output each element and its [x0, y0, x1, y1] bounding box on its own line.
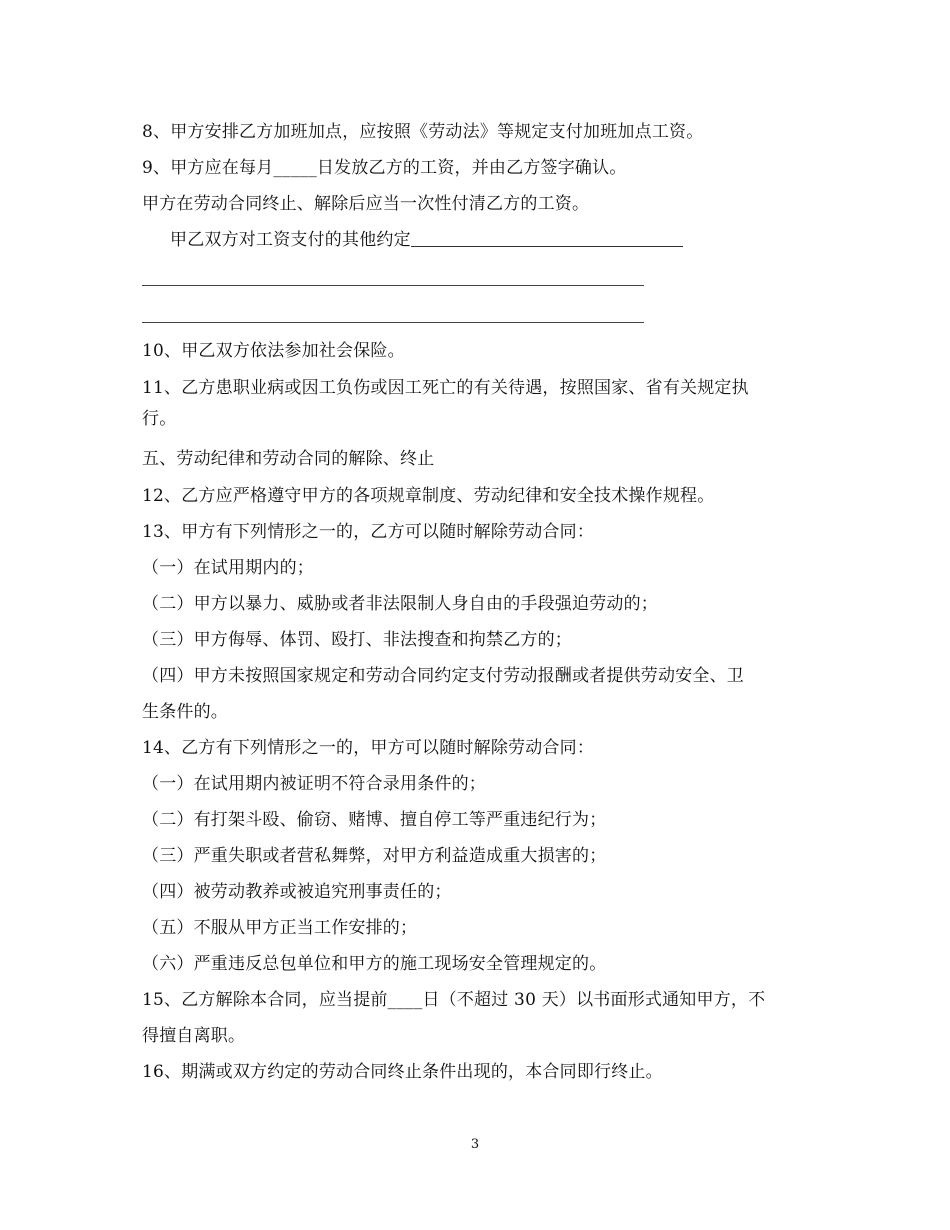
clause-13-item-1: （一）在试用期内的；: [142, 558, 314, 578]
clause-11: 11、乙方患职业病或因工负伤或因工死亡的有关待遇，按照国家、省有关规定执: [142, 378, 749, 398]
clause-13-item-2: （二）甲方以暴力、威胁或者非法限制人身自由的手段强迫劳动的；: [142, 594, 658, 614]
clause-13: 13、甲方有下列情形之一的，乙方可以随时解除劳动合同：: [142, 522, 595, 542]
fill-in-rule-1: [142, 285, 644, 286]
page-number: 3: [470, 1137, 480, 1152]
clause-9-continued: 甲方在劳动合同终止、解除后应当一次性付清乙方的工资。: [142, 194, 590, 214]
clause-14-item-3: （三）严重失职或者营私舞弊，对甲方利益造成重大损害的；: [142, 846, 607, 866]
clause-14-item-5: （五）不服从甲方正当工作安排的；: [142, 918, 418, 938]
clause-15-continued: 得擅自离职。: [142, 1026, 246, 1046]
clause-15-text-a: 15、乙方解除本合同，应当提前: [142, 990, 388, 1010]
clause-15: [142, 989, 765, 1011]
clause-8: 8、甲方安排乙方加班加点，应按照《劳动法》等规定支付加班加点工资。: [142, 122, 704, 142]
clause-10: 10、甲乙双方依法参加社会保险。: [142, 341, 405, 361]
fill-in-rule-2: [142, 322, 644, 323]
clause-9-text-a: 9、甲方应在每月: [142, 158, 274, 178]
clause-13-item-4: （四）甲方未按照国家规定和劳动合同约定支付劳动报酬或者提供劳动安全、卫: [142, 666, 744, 686]
clause-13-item-4-continued: 生条件的。: [142, 702, 228, 722]
clause-14-item-6: （六）严重违反总包单位和甲方的施工现场安全管理规定的。: [142, 954, 607, 974]
clause-16: 16、期满或双方约定的劳动合同终止条件出现的，本合同即行终止。: [142, 1062, 663, 1082]
clause-9: [142, 157, 627, 179]
clause-14-item-1: （一）在试用期内被证明不符合录用条件的；: [142, 774, 486, 794]
other-wage-terms: [170, 229, 683, 251]
clause-14: 14、乙方有下列情形之一的，甲方可以随时解除劳动合同：: [142, 738, 595, 758]
clause-14-item-2: （二）有打架斗殴、偷窃、赌博、擅自停工等严重违纪行为；: [142, 810, 607, 830]
clause-14-item-4: （四）被劳动教养或被追究刑事责任的；: [142, 882, 452, 902]
other-wage-terms-blank: [411, 230, 683, 247]
clause-15-blank: ____: [387, 990, 423, 1010]
clause-15-text-b: 日（不超过 30 天）以书面形式通知甲方，不: [422, 990, 766, 1010]
other-wage-terms-label: 甲乙双方对工资支付的其他约定: [170, 230, 411, 250]
clause-12: 12、乙方应严格遵守甲方的各项规章制度、劳动纪律和安全技术操作规程。: [142, 486, 715, 506]
section-5-heading: 五、劳动纪律和劳动合同的解除、终止: [142, 449, 435, 469]
clause-13-item-3: （三）甲方侮辱、体罚、殴打、非法搜查和拘禁乙方的；: [142, 630, 572, 650]
clause-9-text-b: 日发放乙方的工资，并由乙方签字确认。: [316, 158, 627, 178]
clause-11-continued: 行。: [142, 409, 177, 429]
clause-9-blank: _____: [273, 158, 317, 178]
